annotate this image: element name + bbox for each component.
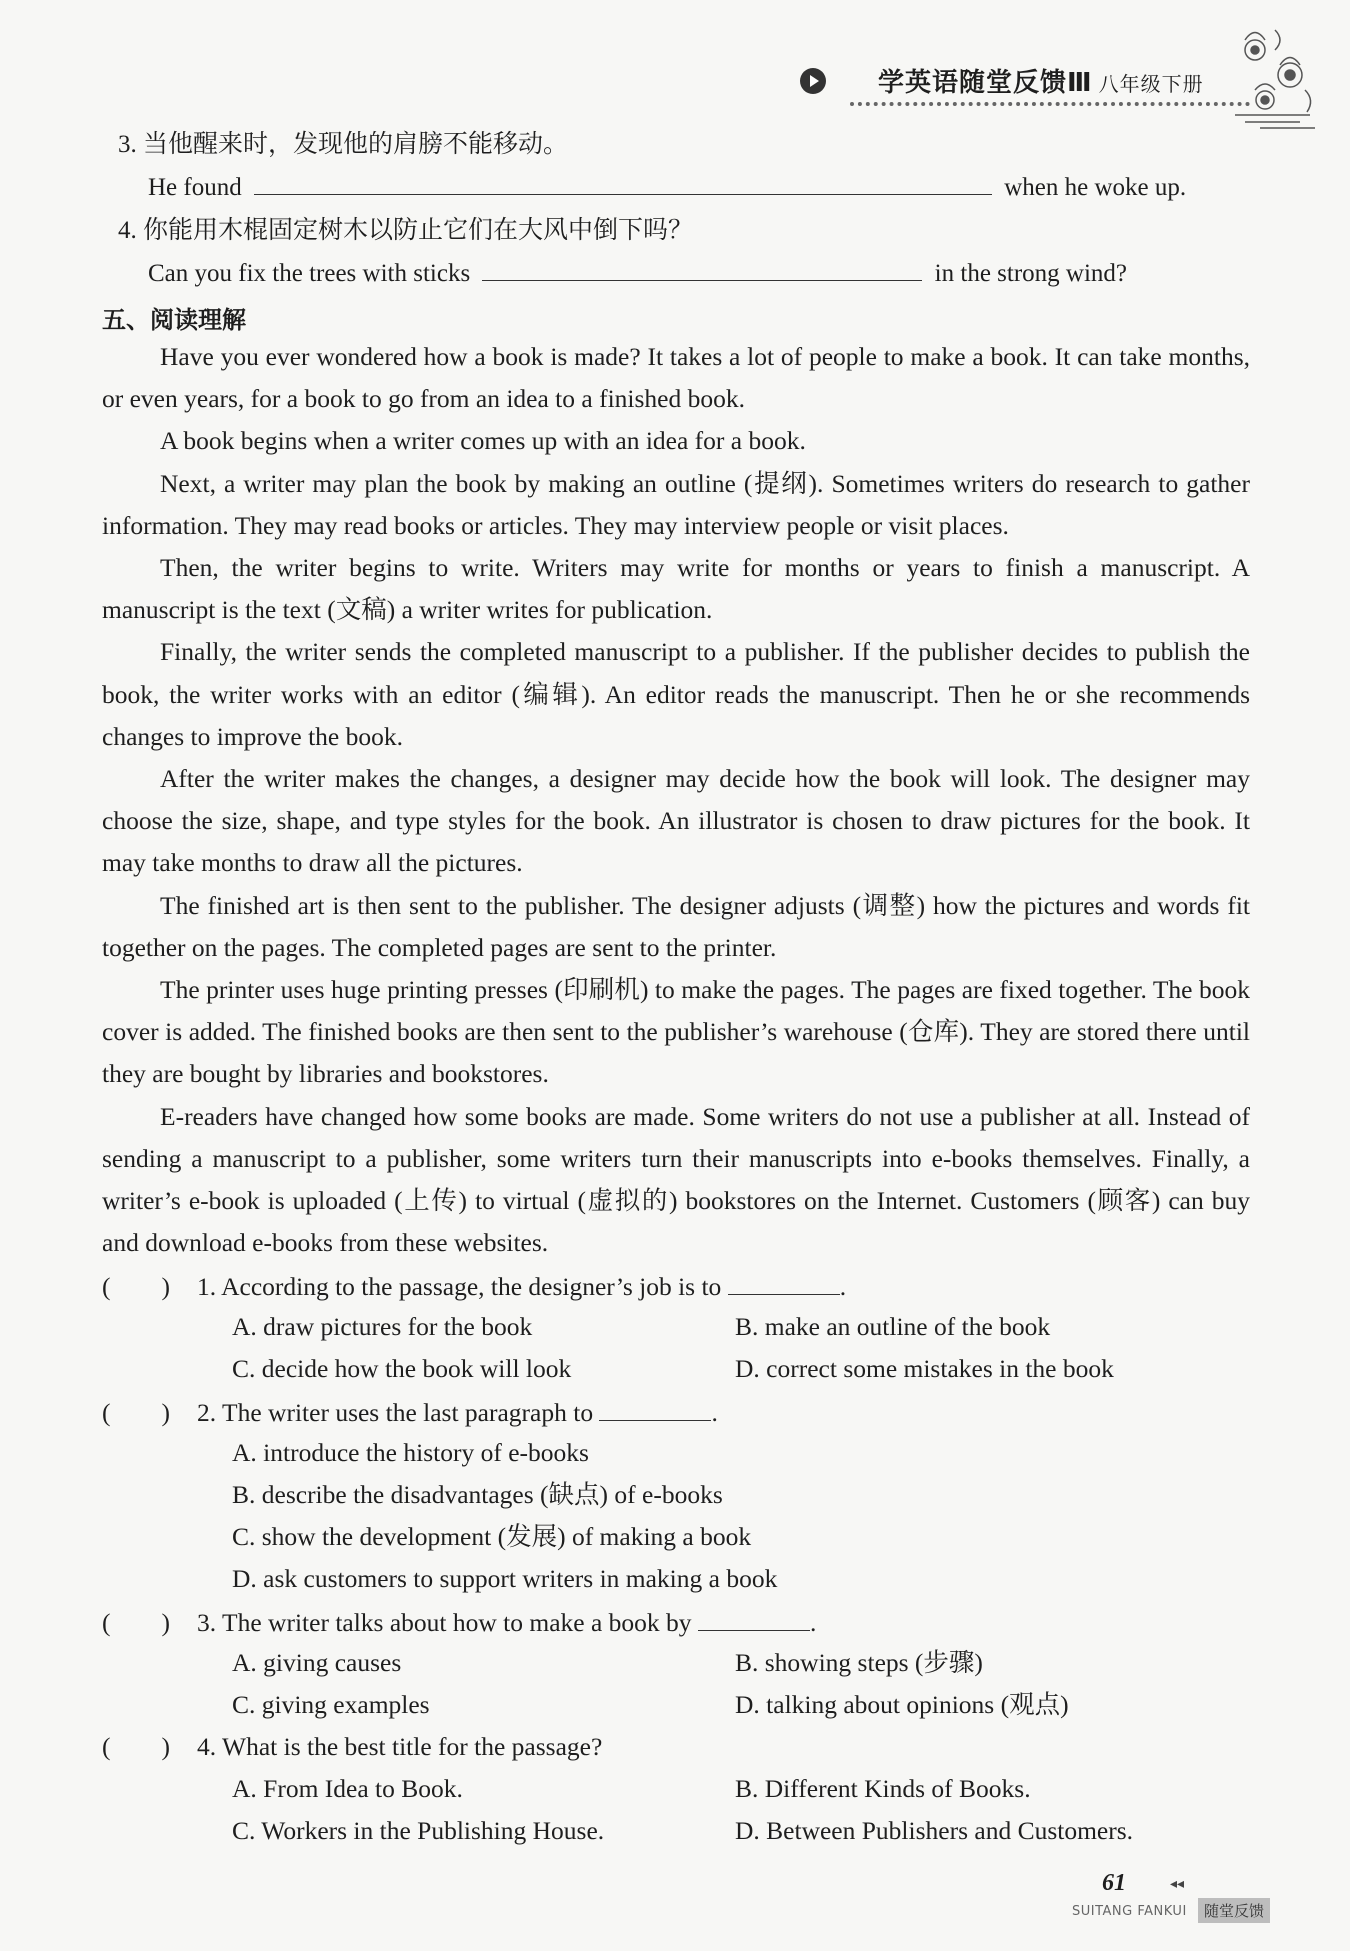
option-b[interactable]: B. describe the disadvantages (缺点) of e-books xyxy=(232,1480,723,1509)
reading-passage xyxy=(102,336,1250,1264)
q3-prefix: He found xyxy=(148,174,242,201)
footer-brand-tag: 随堂反馈 xyxy=(1198,1898,1270,1923)
option-b[interactable]: B. Different Kinds of Books. xyxy=(735,1774,1031,1803)
translation-q4-chinese: 4. 你能用木棍固定树木以防止它们在大风中倒下吗？ xyxy=(118,217,694,244)
option-b[interactable]: B. showing steps (步骤) xyxy=(735,1648,983,1677)
flower-decoration-icon xyxy=(1215,20,1325,140)
answer-blank[interactable] xyxy=(599,1394,711,1421)
question-end: . xyxy=(711,1398,718,1427)
answer-paren[interactable]: ( ) xyxy=(102,1272,170,1301)
translation-q4-english xyxy=(148,254,1127,291)
translation-q3-english xyxy=(148,168,1186,205)
option-c[interactable]: C. show the development (发展) of making a book xyxy=(232,1522,752,1551)
question-4 xyxy=(102,1730,602,1764)
passage-paragraph: Next, a writer may plan the book by making an outline (提纲). Sometimes writers do research to gather information. They may read books or articles. They may interview people or visit places. xyxy=(102,468,1250,540)
passage-paragraph: E-readers have changed how some books are made. Some writers do not use a publisher at all. Instead of sending a manuscript to a publisher, some writers turn their manuscripts into e-books themselves. Finally, a writer’s e-book is uploaded (上传) to virtual (虚拟的) bookstores on the Internet. Customers (顾客) can buy and download e-books from these websites. xyxy=(102,1101,1250,1258)
footer-brand-pinyin: SUITANG FANKUI xyxy=(1072,1904,1187,1919)
q3-suffix: when he woke up. xyxy=(1004,174,1187,201)
option-a[interactable]: A. introduce the history of e-books xyxy=(232,1438,589,1467)
rewind-arrows-icon: ◂◂ xyxy=(1170,1877,1185,1892)
answer-blank[interactable] xyxy=(728,1268,840,1295)
question-3 xyxy=(102,1604,816,1640)
option-d[interactable]: D. correct some mistakes in the book xyxy=(735,1354,1114,1383)
page-number: 61 xyxy=(1102,1870,1126,1896)
question-end: . xyxy=(839,1272,847,1301)
option-a[interactable]: A. giving causes xyxy=(232,1648,402,1677)
q4-prefix: Can you fix the trees with sticks xyxy=(148,260,471,287)
question-end: . xyxy=(809,1608,817,1637)
option-b[interactable]: B. make an outline of the book xyxy=(735,1312,1051,1341)
option-d[interactable]: D. Between Publishers and Customers. xyxy=(735,1816,1134,1845)
q4-suffix: in the strong wind? xyxy=(934,260,1128,287)
question-stem: 4. What is the best title for the passage? xyxy=(197,1732,603,1761)
page-header xyxy=(790,58,1260,118)
answer-paren[interactable]: ( ) xyxy=(102,1608,170,1637)
header-dotted-rule xyxy=(850,102,1250,106)
section-title: 五、阅读理解 xyxy=(102,306,246,334)
q4-answer-blank[interactable] xyxy=(482,254,922,281)
question-1 xyxy=(102,1268,846,1304)
play-icon xyxy=(800,68,826,94)
passage-paragraph: After the writer makes the changes, a designer may decide how the book will look. The designer may choose the size, shape, and type styles for the book. An illustrator is chosen to draw pictures for the book. It may take months to draw all the pictures. xyxy=(102,764,1250,878)
passage-paragraph: The printer uses huge printing presses (印刷机) to make the pages. The pages are fixed together. The book cover is added. The finished books are then sent to the publisher’s warehouse (仓库). They are stored there until they are bought by libraries and bookstores. xyxy=(102,975,1250,1089)
passage-paragraph: Finally, the writer sends the completed manuscript to a publisher. If the publisher decides to publish the book, the writer works with an editor (编辑). An editor reads the manuscript. Then he or she recommends changes to improve the book. xyxy=(102,637,1250,751)
answer-blank[interactable] xyxy=(698,1604,810,1631)
passage-paragraph: Then, the writer begins to write. Writers may write for months or years to finish a manuscript. A manuscript is the text (文稿) a writer writes for publication. xyxy=(102,553,1250,625)
answer-paren[interactable]: ( ) xyxy=(102,1398,170,1427)
option-c[interactable]: C. decide how the book will look xyxy=(232,1354,572,1383)
book-grade: 八年级下册 xyxy=(1098,72,1204,96)
question-2 xyxy=(102,1394,718,1430)
q3-answer-blank[interactable] xyxy=(254,168,992,195)
option-d[interactable]: D. ask customers to support writers in making a book xyxy=(232,1564,778,1593)
option-a[interactable]: A. From Idea to Book. xyxy=(232,1774,463,1803)
question-stem: 1. According to the passage, the designer’s job is to xyxy=(197,1272,722,1301)
question-stem: 2. The writer uses the last paragraph to xyxy=(197,1398,594,1427)
option-d[interactable]: D. talking about opinions (观点) xyxy=(735,1690,1069,1719)
passage-paragraph: The finished art is then sent to the publisher. The designer adjusts (调整) how the pictures and words fit together on the pages. The completed pages are sent to the printer. xyxy=(102,890,1250,962)
book-title xyxy=(878,62,1204,99)
book-brand: 学英语随堂反馈Ⅲ xyxy=(878,68,1093,98)
question-stem: 3. The writer talks about how to make a book by xyxy=(197,1608,692,1637)
passage-paragraph: Have you ever wondered how a book is made? It takes a lot of people to make a book. It can take months, or even years, for a book to go from an idea to a finished book. xyxy=(102,342,1250,414)
option-a[interactable]: A. draw pictures for the book xyxy=(232,1312,533,1341)
answer-paren[interactable]: ( ) xyxy=(102,1732,170,1761)
passage-paragraph: A book begins when a writer comes up with an idea for a book. xyxy=(160,426,806,456)
option-c[interactable]: C. Workers in the Publishing House. xyxy=(232,1816,605,1845)
translation-q3-chinese: 3. 当他醒来时，发现他的肩膀不能移动。 xyxy=(118,131,569,158)
option-c[interactable]: C. giving examples xyxy=(232,1690,430,1719)
